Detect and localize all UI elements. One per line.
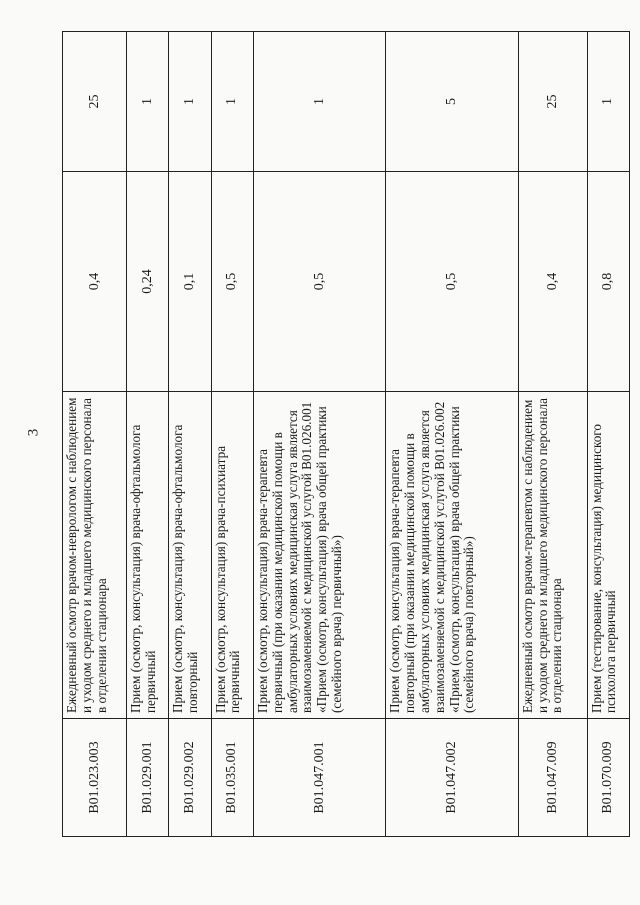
multiplicity-value: 1 (126, 32, 168, 172)
table-row (253, 32, 385, 837)
multiplicity-value: 1 (587, 32, 629, 172)
frequency-value: 0,4 (518, 172, 587, 392)
service-code: B01.047.002 (386, 719, 518, 837)
service-name: Прием (осмотр, консультация) врача-терапевта первичный (при оказании медицинской помощи в амбулаторных условиях медицинская услуга является взаимозаменяемой с медицинской услугой B01.026.001 «Прием (осмотр, консультация) врача общей практики (семейного врача) первичный») (253, 392, 385, 719)
service-name: Ежедневный осмотр врачом-терапевтом с наблюдением и уходом среднего и младшего медицинского персонала в отделении стационара (518, 392, 587, 719)
service-code: B01.029.002 (169, 719, 211, 837)
frequency-value: 0,8 (587, 172, 629, 392)
table-row (169, 32, 211, 837)
multiplicity-value: 5 (386, 32, 518, 172)
service-code: B01.047.001 (253, 719, 385, 837)
frequency-value: 0,4 (63, 172, 127, 392)
service-code: B01.047.009 (518, 719, 587, 837)
service-name: Прием (осмотр, консультация) врача-офтальмолога первичный (126, 392, 168, 719)
document-sheet (62, 32, 630, 837)
frequency-value: 0,5 (211, 172, 253, 392)
frequency-value: 0,1 (169, 172, 211, 392)
service-code: B01.029.001 (126, 719, 168, 837)
service-name: Прием (осмотр, консультация) врача-психиатра первичный (211, 392, 253, 719)
service-code: B01.070.009 (587, 719, 629, 837)
frequency-value: 0,24 (126, 172, 168, 392)
page-number: 3 (25, 428, 42, 437)
table-row (518, 32, 587, 837)
service-name: Прием (осмотр, консультация) врача-терапевта повторный (при оказании медицинской помощи в амбулаторных условиях медицинская услуга является взаимозаменяемой с медицинской услугой B01.026.002 «Прием (осмотр, консультация) врача общей практики (семейного врача) повторный») (386, 392, 518, 719)
frequency-value: 0,5 (253, 172, 385, 392)
multiplicity-value: 1 (253, 32, 385, 172)
multiplicity-value: 25 (63, 32, 127, 172)
service-name: Прием (осмотр, консультация) врача-офтальмолога повторный (169, 392, 211, 719)
service-name: Ежедневный осмотр врачом-неврологом с наблюдением и уходом среднего и младшего медицинского персонала в отделении стационара (63, 392, 127, 719)
services-table (62, 31, 630, 837)
multiplicity-value: 1 (211, 32, 253, 172)
service-name: Прием (тестирование, консультация) медицинского психолога первичный (587, 392, 629, 719)
table-row (211, 32, 253, 837)
service-code: B01.035.001 (211, 719, 253, 837)
frequency-value: 0,5 (386, 172, 518, 392)
table-row (587, 32, 629, 837)
table-row (386, 32, 518, 837)
rotated-table-wrapper (62, 32, 630, 837)
multiplicity-value: 25 (518, 32, 587, 172)
service-code: B01.023.003 (63, 719, 127, 837)
table-row (126, 32, 168, 837)
table-row (63, 32, 127, 837)
multiplicity-value: 1 (169, 32, 211, 172)
